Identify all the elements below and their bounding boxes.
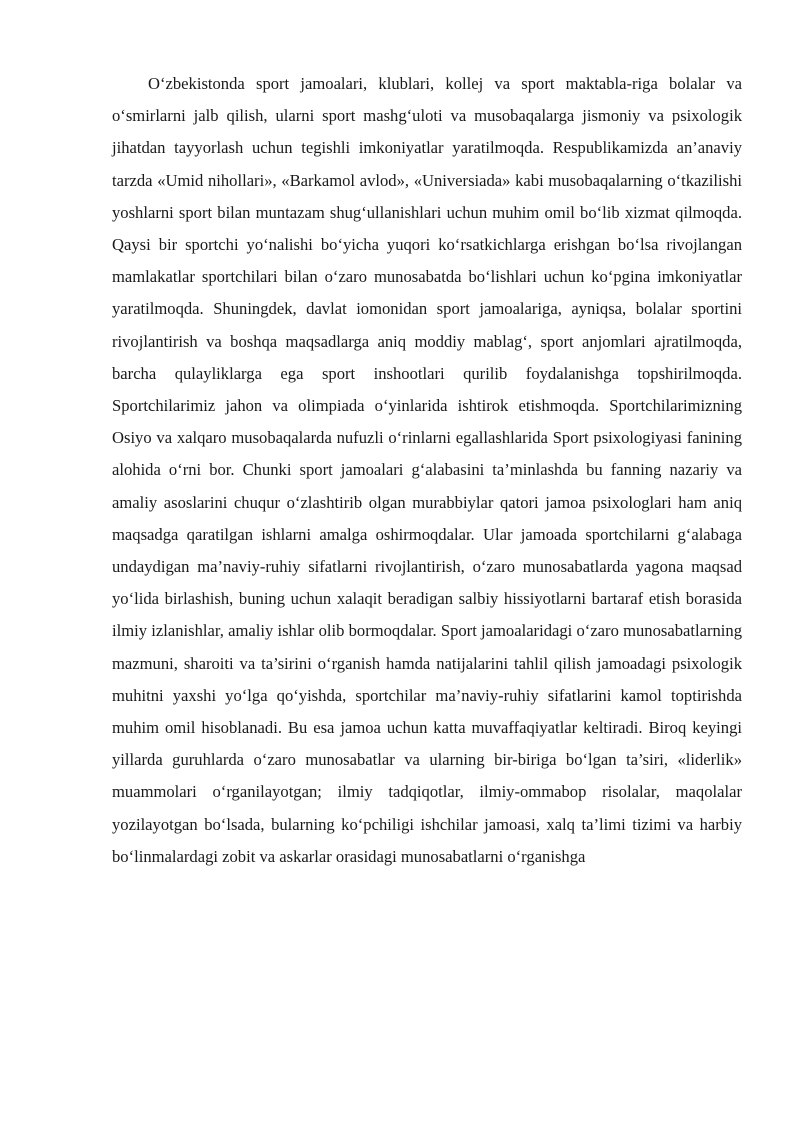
body-paragraph: O‘zbekistonda sport jamoalari, klublari, kollej va sport maktabla-riga bolalar va o‘smirlarni jalb qilish, ularni sport mashg‘uloti va musobaqalarga jismoniy va psixologik jihatdan tayyorlash uchun tegishli imkoniyatlar yaratilmoqda. Respublikamizda an’anaviy tarzda «Umid nihollari», «Barkamol avlod», «Universiada» kabi musobaqalarning o‘tkazilishi yoshlarni sport bilan muntazam shug‘ullanishlari uchun muhim omil bo‘lib xizmat qilmoqda. Qaysi bir sportchi yo‘nalishi bo‘yicha yuqori ko‘rsatkichlarga erishgan bo‘lsa rivojlangan mamlakatlar sportchilari bilan o‘zaro munosabatda bo‘lishlari uchun ko‘pgina imkoniyatlar yaratilmoqda. Shuningdek, davlat iomonidan sport jamoalariga, ayniqsa, bolalar sportini rivojlantirish va boshqa maqsadlarga aniq moddiy mablag‘, sport anjomlari ajratilmoqda, barcha qulayliklarga ega sport inshootlari qurilib foydalanishga topshirilmoqda. Sportchilarimiz jahon va olimpiada o‘yinlarida ishtirok etishmoqda. Sportchilarimizning Osiyo va xalqaro musobaqalarda nufuzli o‘rinlarni egallashlarida Sport psixologiyasi fanining alohida o‘rni bor. Chunki sport jamoalari g‘alabasini ta’minlashda bu fanning nazariy va amaliy asoslarini chuqur o‘zlashtirib olgan murabbiylar qatori jamoa psixologlari ham aniq maqsadga qaratilgan ishlarni amalga oshirmoqdalar. Ular jamoada sportchilarni g‘alabaga undaydigan ma’naviy-ruhiy sifatlarni rivojlantirish, o‘zaro munosabatlarda yagona maqsad yo‘lida birlashish, buning uchun xalaqit beradigan salbiy hissiyotlarni bartaraf etish borasida ilmiy izlanishlar, amaliy ishlar olib bormoqdalar. Sport jamoalaridagi o‘zaro munosabatlarning mazmuni, sharoiti va ta’sirini o‘rganish hamda natijalarini tahlil qilish jamoadagi psixologik muhitni yaxshi yo‘lga qo‘yishda, sportchilar ma’naviy-ruhiy sifatlarini kamol toptirishda muhim omil hisoblanadi. Bu esa jamoa uchun katta muvaffaqiyatlar keltiradi. Biroq keyingi yillarda guruhlarda o‘zaro munosabatlar va ularning bir-biriga bo‘lgan ta’siri, «liderlik» muammolari o‘rganilayotgan; ilmiy tadqiqotlar, ilmiy-ommabop risolalar, maqolalar yozilayotgan bo‘lsada, bularning ko‘pchiligi ishchilar jamoasi, xalq ta’limi tizimi va harbiy bo‘linmalardagi zobit va askarlar orasidagi munosabatlarni o‘rganishga	[112, 74, 742, 866]
document-page	[112, 68, 742, 873]
